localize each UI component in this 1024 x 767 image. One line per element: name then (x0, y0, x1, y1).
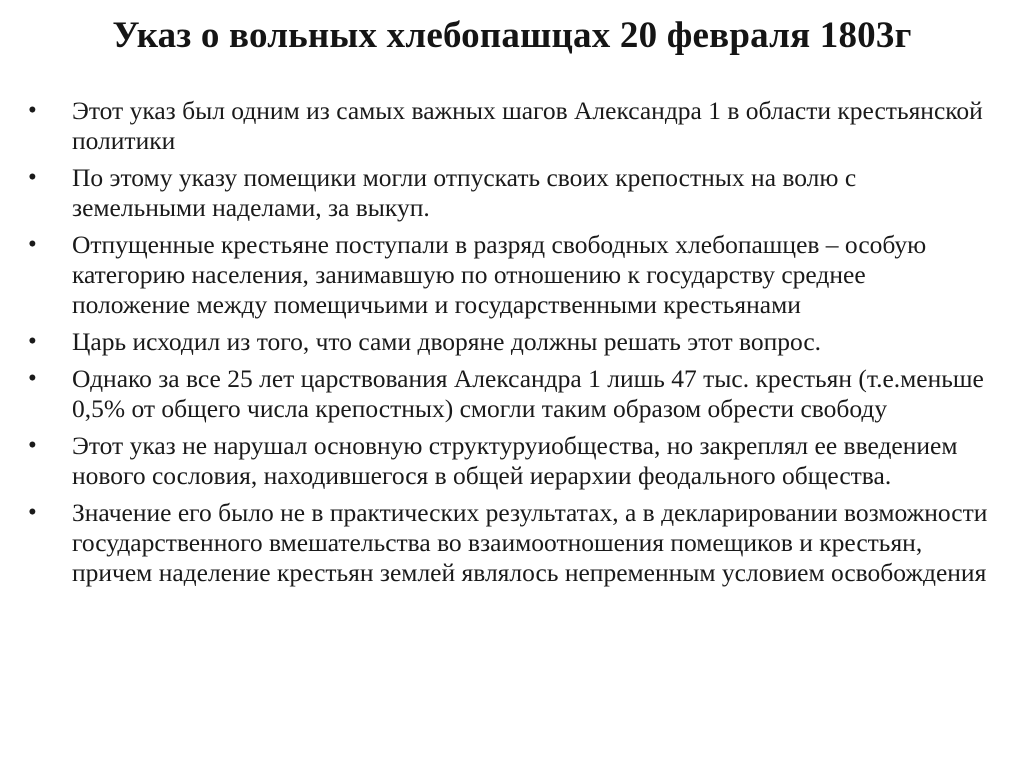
bullet-item (28, 498, 988, 588)
bullet-item (28, 96, 988, 156)
bullet-item (28, 327, 988, 357)
bullet-icon: • (28, 231, 37, 258)
bullet-icon: • (28, 365, 37, 392)
bullet-text: Царь исходил из того, что сами дворяне должны решать этот вопрос. (72, 327, 822, 356)
bullet-item (28, 163, 988, 223)
bullet-text: Значение его было не в практических результатах, а в декларировании возможности государственного вмешательства во взаимоотношения помещиков и крестьян, причем наделение крестьян землей являлось непременным условием освобождения (72, 498, 988, 587)
bullet-item (28, 431, 988, 491)
bullet-list (28, 96, 988, 595)
bullet-text: Этот указ не нарушал основную структуруиобщества, но закреплял ее введением нового сословия, находившегося в общей иерархии феодального общества. (72, 431, 958, 490)
bullet-item (28, 230, 988, 320)
bullet-text: Отпущенные крестьяне поступали в разряд свободных хлебопашцев – особую категорию населения, занимавшую по отношению к государству среднее положение между помещичьими и государственными крестьянами (72, 230, 927, 319)
bullet-icon: • (28, 328, 37, 355)
bullet-item (28, 364, 988, 424)
bullet-text: По этому указу помещики могли отпускать своих крепостных на волю с земельными наделами, за выкуп. (72, 163, 857, 222)
bullet-icon: • (28, 432, 37, 459)
bullet-text: Однако за все 25 лет царствования Александра 1 лишь 47 тыс. крестьян (т.е.меньше 0,5% от общего числа крепостных) смогли таким образом обрести свободу (72, 364, 984, 423)
bullet-icon: • (28, 164, 37, 191)
bullet-text: Этот указ был одним из самых важных шагов Александра 1 в области крестьянской политики (72, 96, 983, 155)
bullet-icon: • (28, 97, 37, 124)
bullet-icon: • (28, 499, 37, 526)
slide-title: Указ о вольных хлебопашцах 20 февраля 1803г (112, 15, 912, 56)
